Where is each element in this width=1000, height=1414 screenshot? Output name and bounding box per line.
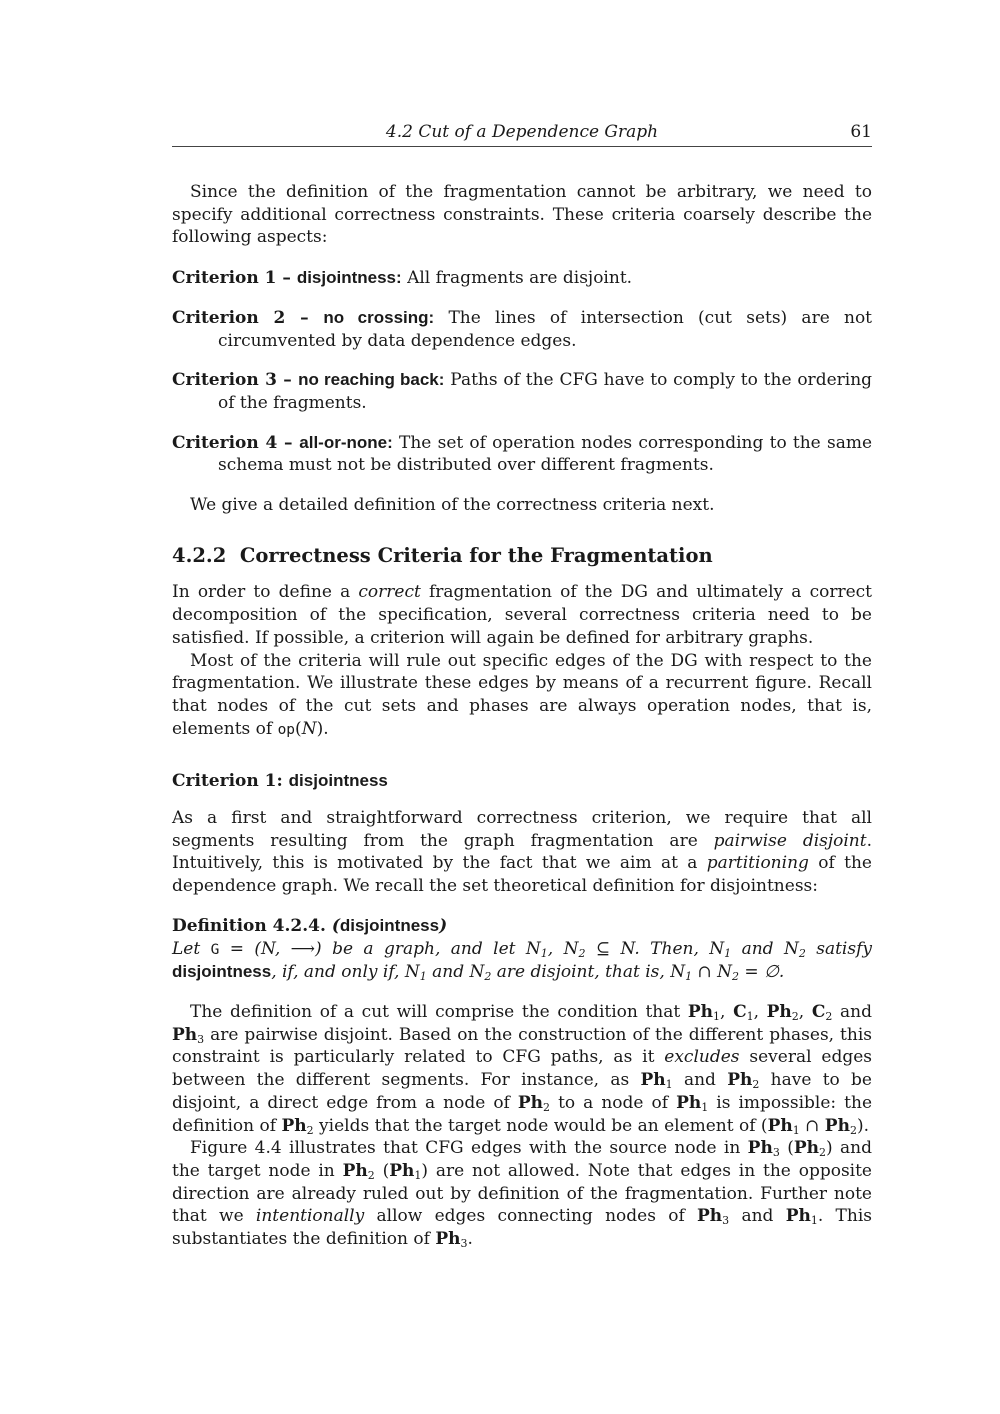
- definition-body: Let G = (N, ⟶) be a graph, and let $N_1$, $N_2$ ⊆ N. Then, $N_1$ and $N_2$ satisfy disjointness, if, and only if, $N_1$ and $N_2$ are disjoint, that is, $N_1$ ∩ $N_2$ = ∅.: [172, 938, 872, 984]
- page-number: 61: [850, 122, 872, 142]
- criterion-item: [172, 267, 872, 290]
- running-head-title: 4.2 Cut of a Dependence Graph: [385, 122, 659, 142]
- section-heading: [172, 545, 872, 568]
- transition-paragraph: We give a detailed definition of the correctness criteria next.: [190, 495, 715, 516]
- criterion-label: Criterion 2 –: [172, 307, 324, 328]
- criterion-item: [172, 432, 872, 477]
- criterion-name: no crossing:: [323, 307, 435, 327]
- page: [172, 118, 872, 1251]
- running-head: [172, 118, 872, 147]
- definition-block: [172, 915, 872, 984]
- criterion-text: The lines of intersection (cut sets) are not circumvented by data dependence edges.: [218, 307, 873, 351]
- section-number: 4.2.2: [172, 543, 227, 567]
- criterion-label: Criterion 4 –: [172, 432, 300, 453]
- criterion-1-heading: Criterion 1: disjointness: [172, 771, 388, 792]
- criterion-item: [172, 369, 872, 414]
- criterion-1-paragraph: As a first and straightforward correctness criterion, we require that all segments resulting from the graph fragmentation are pairwise disjoint. Intuitively, this is motivated by the fact that we aim at a partitioning of the dependence graph. We recall the set theoretical definition for disjointness:: [172, 808, 872, 897]
- section-paragraph-1: In order to define a correct fragmentation of the DG and ultimately a correct decomposition of the specification, several correctness criteria need to be satisfied. If possible, a criterion will again be defined for arbitrary graphs.: [172, 582, 872, 648]
- figure-paragraph: Figure 4.4 illustrates that CFG edges with the source node in $Ph_3$ $(Ph_2)$ and the target node in $Ph_2$ $(Ph_1)$ are not allowed. Note that edges in the opposite direction are already ruled out by definition of the fragmentation. Further note that we intentionally allow edges connecting nodes of $Ph_3$ and $Ph_1$. This substantiates the definition of $Ph_3$.: [172, 1138, 872, 1251]
- definition-title: Definition 4.2.4. (disjointness): [172, 915, 448, 936]
- intro-paragraph: Since the definition of the fragmentation cannot be arbitrary, we need to specify additional correctness constraints. These criteria coarsely describe the following aspects:: [172, 182, 872, 248]
- emphasis: correct: [358, 582, 421, 603]
- criterion-name: no reaching back:: [298, 370, 445, 390]
- criterion-item: [172, 307, 872, 352]
- op-function: op: [277, 721, 296, 738]
- criterion-label: Criterion 1 –: [172, 268, 297, 289]
- criteria-list: [172, 267, 872, 477]
- criterion-label: Criterion 3 –: [172, 370, 299, 391]
- cut-paragraph: The definition of a cut will comprise the condition that $Ph_1$, $C_1$, $Ph_2$, $C_2$ and $Ph_3$ are pairwise disjoint. Based on the construction of the different phases, this constraint is particularly related to CFG paths, as it excludes several edges between the different segments. For instance, as $Ph_1$ and $Ph_2$ have to be disjoint, a direct edge from a node of $Ph_2$ to a node of $Ph_1$ is impossible: the definition of $Ph_2$ yields that the target node would be an element of ($Ph_1$ ∩ $Ph_2$).: [172, 1001, 873, 1137]
- criterion-text: The set of operation nodes corresponding to the same schema must not be distributed over different fragments.: [218, 432, 873, 476]
- criterion-name: disjointness:: [296, 268, 402, 288]
- defined-term: disjointness: [172, 962, 272, 982]
- criterion-name: all-or-none:: [299, 432, 393, 452]
- criterion-text: All fragments are disjoint.: [407, 268, 633, 289]
- section-title: Correctness Criteria for the Fragmentation: [239, 543, 713, 567]
- criterion-text: Paths of the CFG have to comply to the ordering of the fragments.: [218, 370, 873, 413]
- section-paragraph-2: Most of the criteria will rule out specific edges of the DG with respect to the fragmentation. We illustrate these edges by means of a recurrent figure. Recall that nodes of the cut sets and phases are always operation nodes, that is, elements of op(N).: [172, 650, 872, 739]
